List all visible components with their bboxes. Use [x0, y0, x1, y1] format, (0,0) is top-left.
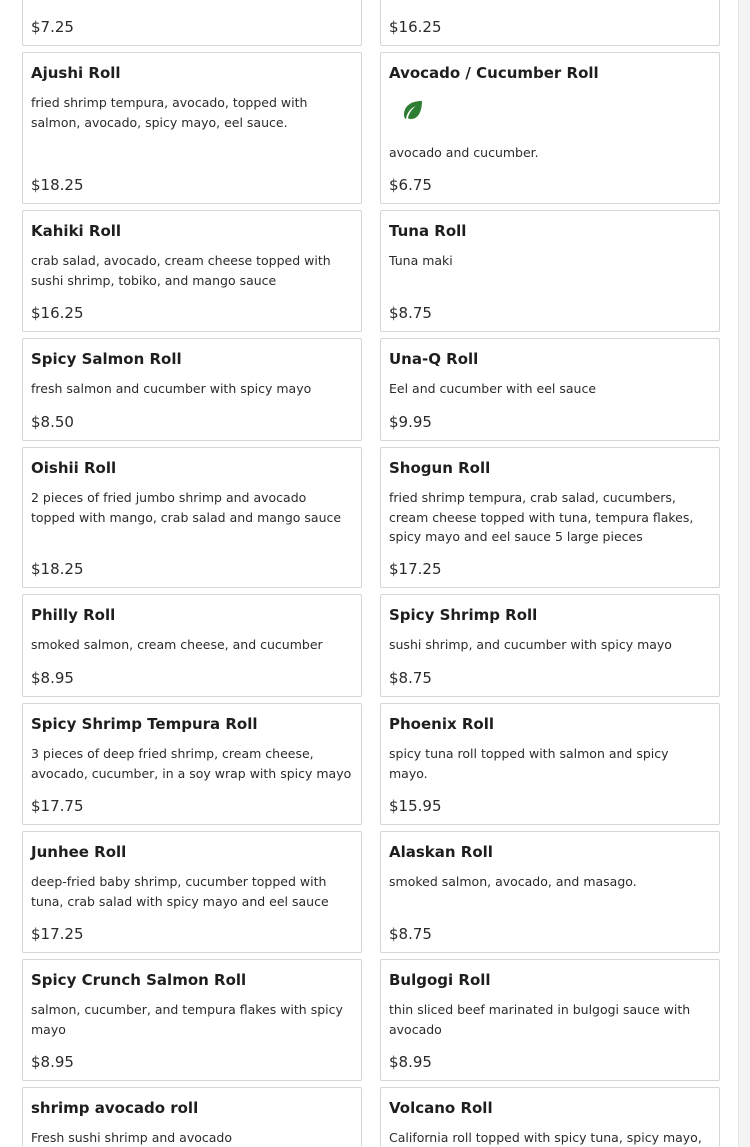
item-price: $6.75 — [389, 176, 432, 194]
item-description: 2 pieces of fried jumbo shrimp and avocado topped with mango, crab salad and mango sauce — [31, 490, 342, 525]
item-price: $9.95 — [389, 413, 432, 431]
menu-item-card[interactable] — [22, 959, 362, 1081]
item-description: deep-fried baby shrimp, cucumber topped with tuna, crab salad with spicy mayo and eel sauce — [31, 874, 329, 909]
item-name: Philly Roll — [31, 606, 116, 624]
item-description: 3 pieces of deep fried shrimp, cream cheese, avocado, cucumber, in a soy wrap with spicy mayo — [31, 746, 352, 781]
item-name: Tuna Roll — [389, 222, 467, 240]
menu-item-card[interactable] — [22, 831, 362, 953]
item-description: fried shrimp tempura, avocado, topped with salmon, avocado, spicy mayo, eel sauce. — [31, 95, 308, 130]
menu-item-card[interactable] — [22, 210, 362, 332]
menu-item-card[interactable] — [380, 447, 720, 588]
menu-item-card[interactable] — [380, 831, 720, 953]
item-name: Kahiki Roll — [31, 222, 122, 240]
item-description: salmon, cucumber, and tempura flakes with spicy mayo — [31, 1002, 343, 1037]
menu-item-card[interactable] — [380, 0, 720, 46]
item-description: smoked salmon, cream cheese, and cucumber — [31, 637, 323, 652]
item-name: Volcano Roll — [389, 1099, 493, 1117]
item-price: $18.25 — [31, 176, 84, 194]
item-price: $8.95 — [389, 1053, 432, 1071]
item-price: $16.25 — [389, 18, 442, 36]
item-description: Tuna maki — [389, 253, 453, 268]
item-price: $8.75 — [389, 925, 432, 943]
item-description: Fresh sushi shrimp and avocado — [31, 1130, 233, 1145]
item-name: Spicy Shrimp Roll — [389, 606, 538, 624]
item-price: $17.75 — [31, 797, 84, 815]
item-name: Una-Q Roll — [389, 350, 479, 368]
item-price: $15.95 — [389, 797, 442, 815]
menu-item-card[interactable] — [380, 1087, 720, 1147]
item-price: $16.25 — [31, 304, 84, 322]
item-price: $18.25 — [31, 560, 84, 578]
item-description: California roll topped with spicy tuna, spicy mayo, — [389, 1130, 702, 1145]
menu-item-card[interactable] — [22, 703, 362, 825]
item-description: fresh salmon and cucumber with spicy mayo — [31, 381, 312, 396]
menu-item-card[interactable] — [22, 1087, 362, 1147]
item-description: sushi shrimp, and cucumber with spicy mayo — [389, 637, 672, 652]
item-description: avocado and cucumber. — [389, 145, 539, 160]
item-price: $8.95 — [31, 669, 74, 687]
item-name: Shogun Roll — [389, 459, 491, 477]
item-name: Alaskan Roll — [389, 843, 493, 861]
item-name: Bulgogi Roll — [389, 971, 491, 989]
menu-item-card[interactable] — [22, 594, 362, 697]
item-price: $17.25 — [31, 925, 84, 943]
item-name: Spicy Crunch Salmon Roll — [31, 971, 247, 989]
menu-item-card[interactable] — [380, 703, 720, 825]
item-description: fried shrimp tempura, crab salad, cucumbers, cream cheese topped with tuna, tempura flakes, spicy mayo and eel sauce 5 large pieces — [389, 490, 694, 544]
menu-item-card[interactable] — [380, 338, 720, 441]
item-price: $8.50 — [31, 413, 74, 431]
item-description: smoked salmon, avocado, and masago. — [389, 874, 637, 889]
scrollbar[interactable] — [738, 0, 750, 1147]
menu-item-card[interactable] — [380, 52, 720, 204]
menu-item-card[interactable] — [22, 52, 362, 204]
item-name: Ajushi Roll — [31, 64, 121, 82]
item-price: $8.75 — [389, 304, 432, 322]
item-price: $7.25 — [31, 18, 74, 36]
item-name: Phoenix Roll — [389, 715, 495, 733]
menu-item-card[interactable] — [22, 447, 362, 588]
menu-item-card[interactable] — [380, 959, 720, 1081]
leaf-icon — [401, 98, 425, 122]
item-name: Spicy Shrimp Tempura Roll — [31, 715, 258, 733]
item-description: spicy tuna roll topped with salmon and spicy mayo. — [389, 746, 669, 781]
menu-item-card[interactable] — [380, 594, 720, 697]
item-name: shrimp avocado roll — [31, 1099, 199, 1117]
item-name: Junhee Roll — [31, 843, 127, 861]
item-price: $8.95 — [31, 1053, 74, 1071]
item-name: Avocado / Cucumber Roll — [389, 64, 599, 82]
item-price: $17.25 — [389, 560, 442, 578]
item-description: Eel and cucumber with eel sauce — [389, 381, 597, 396]
item-name: Spicy Salmon Roll — [31, 350, 182, 368]
item-name: Oishii Roll — [31, 459, 117, 477]
menu-item-card[interactable] — [22, 0, 362, 46]
menu-item-card[interactable] — [380, 210, 720, 332]
item-price: $8.75 — [389, 669, 432, 687]
menu-item-card[interactable] — [22, 338, 362, 441]
item-description: thin sliced beef marinated in bulgogi sauce with avocado — [389, 1002, 691, 1037]
item-description: crab salad, avocado, cream cheese topped with sushi shrimp, tobiko, and mango sauce — [31, 253, 331, 288]
